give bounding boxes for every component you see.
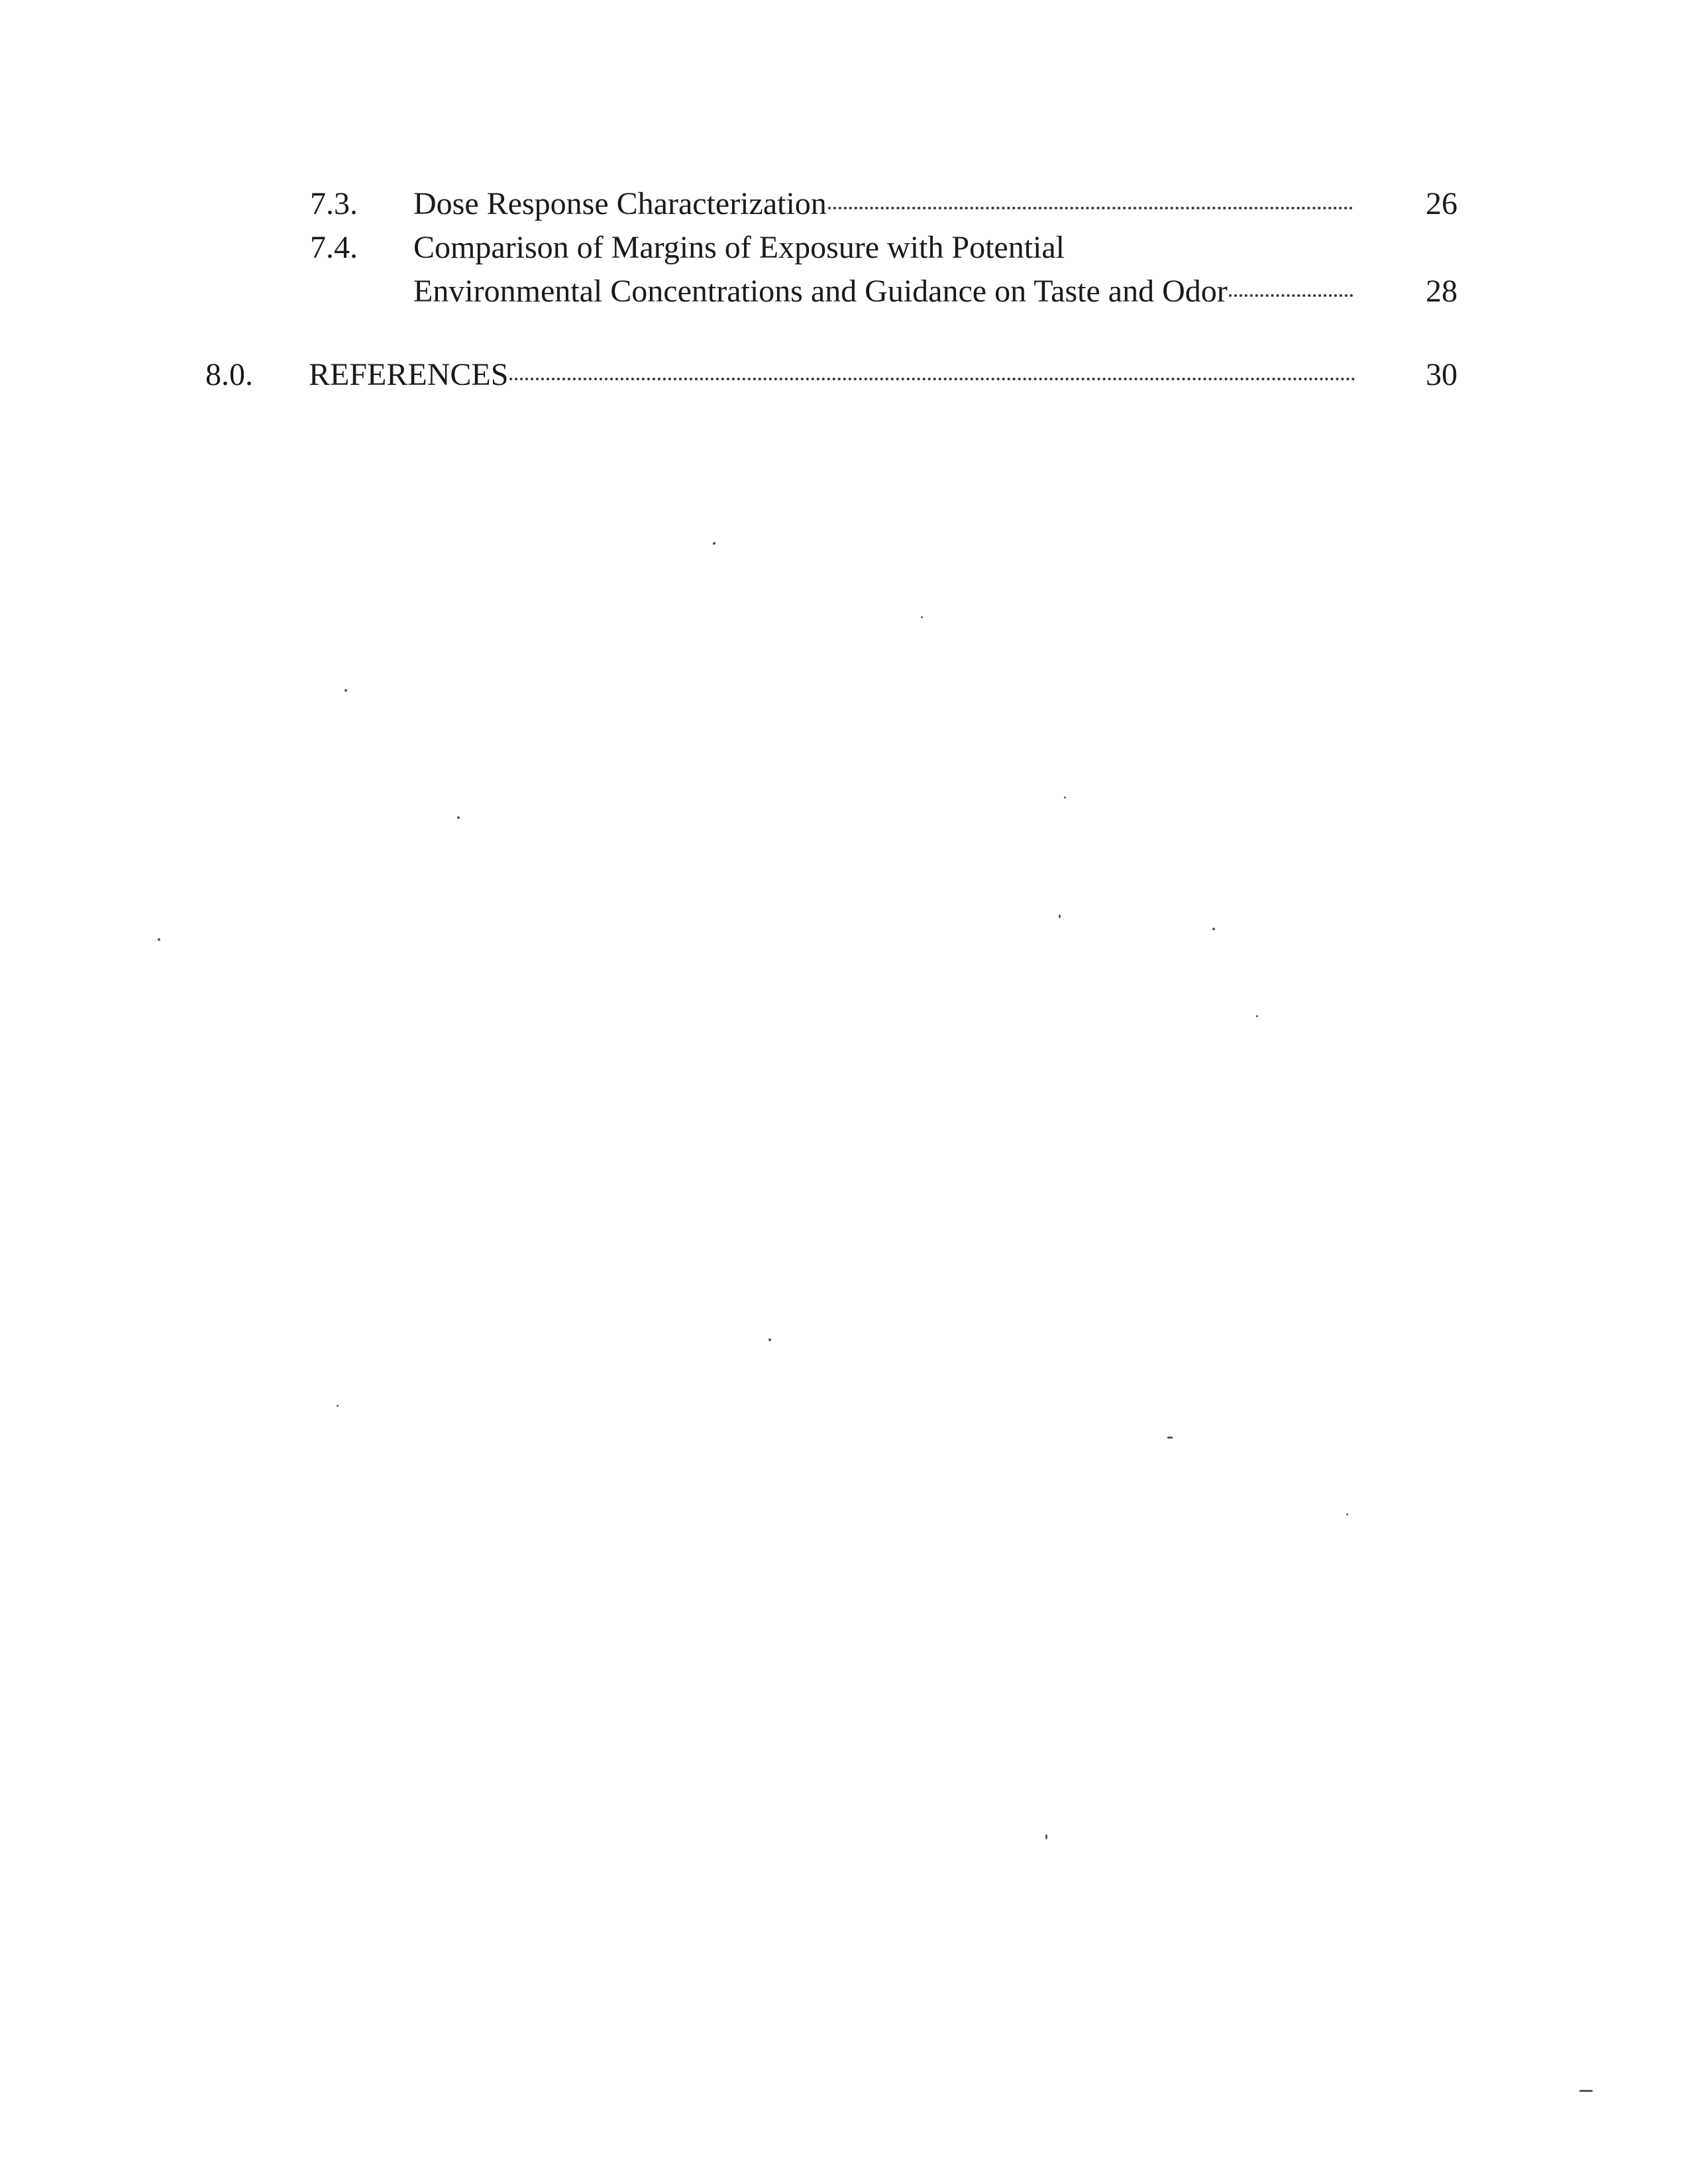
scan-speck [344, 689, 347, 692]
toc-entry-7-4-title-line2 [413, 276, 1353, 307]
scan-speck [713, 542, 716, 545]
toc-entry-8-0-number: 8.0. [205, 357, 253, 392]
toc-entry-8-0-title-line [309, 359, 1355, 391]
toc-entry-8-0-title: REFERENCES [309, 357, 509, 392]
toc-entry-7-3-page: 26 [1426, 186, 1458, 221]
scan-speck [1064, 796, 1066, 798]
scan-speck [1167, 1437, 1173, 1439]
toc-entry-7-4-number: 7.4. [310, 230, 358, 265]
scan-speck [1346, 1513, 1348, 1515]
scan-speck [1045, 1834, 1047, 1839]
toc-entry-7-3-title-line [413, 188, 1353, 220]
scan-speck [1059, 914, 1061, 918]
scan-speck [1256, 1015, 1258, 1017]
scan-speck [1212, 928, 1215, 930]
toc-entry-7-4-page: 28 [1426, 274, 1458, 309]
scan-speck [337, 1405, 339, 1407]
scan-speck [921, 616, 923, 618]
toc-entry-7-4-title-line2-text: Environmental Concentrations and Guidance on Taste and Odor [413, 274, 1228, 309]
scan-speck [457, 816, 460, 819]
toc-entry-8-0-page: 30 [1426, 357, 1458, 392]
scan-speck [1579, 2090, 1593, 2092]
toc-entry-7-4-leader-dots [1229, 294, 1353, 297]
toc-entry-8-0-leader-dots [509, 378, 1355, 380]
scan-speck [768, 1338, 771, 1341]
toc-entry-7-3-title: Dose Response Characterization [413, 186, 827, 221]
toc-entry-7-4-title-line1: Comparison of Margins of Exposure with Potential [413, 230, 1065, 265]
scan-speck [158, 938, 160, 941]
toc-entry-7-3-number: 7.3. [310, 186, 358, 221]
toc-entry-7-3-leader-dots [828, 207, 1353, 209]
